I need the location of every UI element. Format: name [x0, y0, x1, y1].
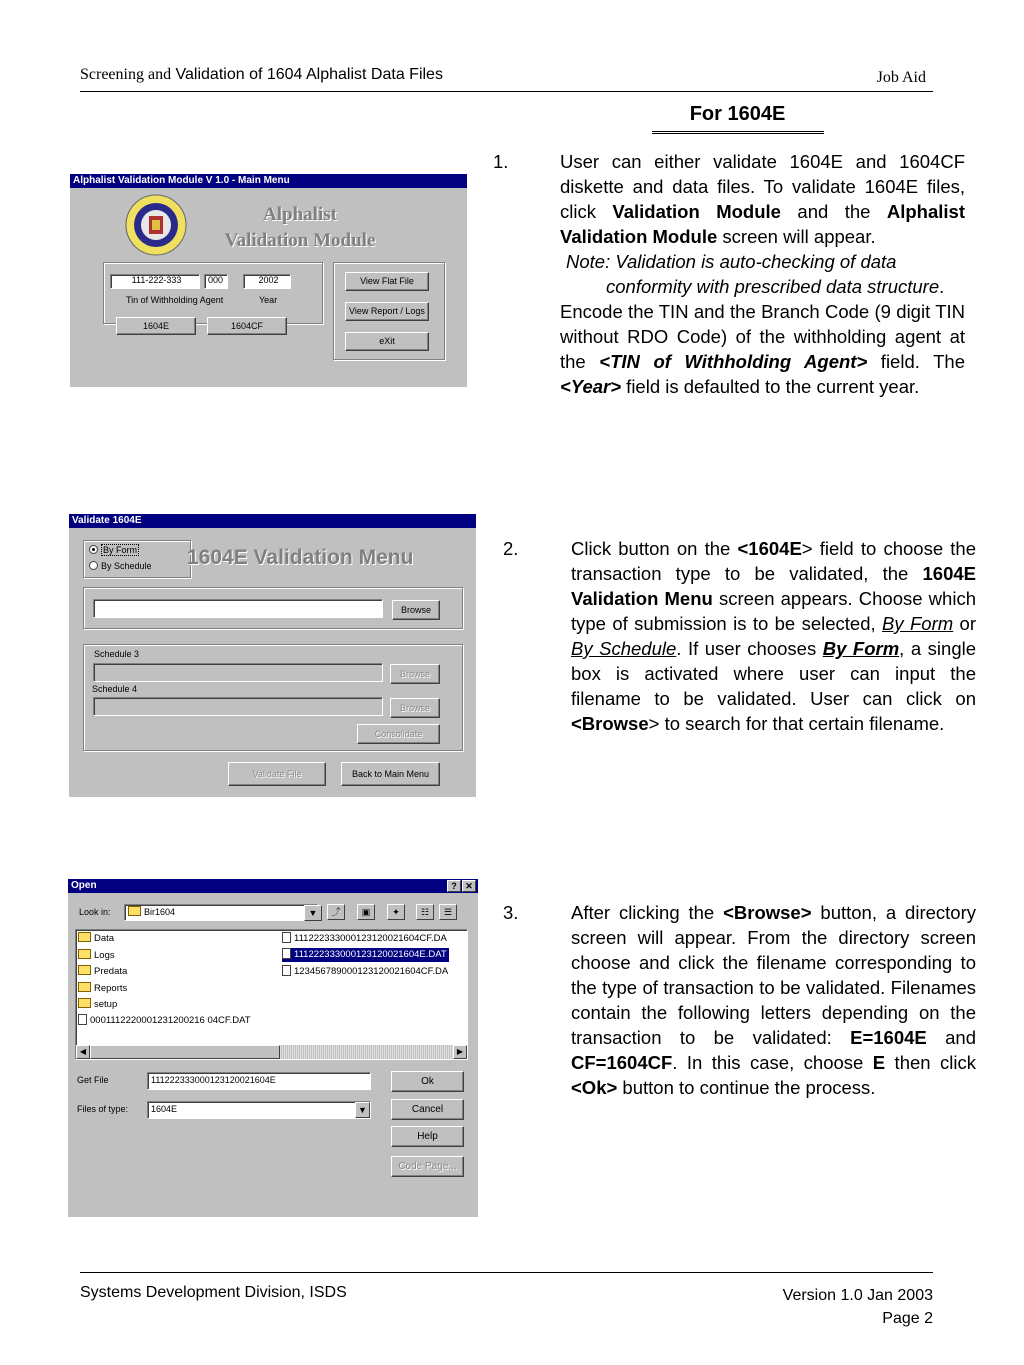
help-button[interactable]: Help — [391, 1126, 464, 1147]
header-title — [80, 66, 443, 84]
scroll-left-icon[interactable]: ◀ — [76, 1045, 90, 1059]
validate-titlebar — [69, 514, 476, 528]
footer-division: Systems Development Division, ISDS — [80, 1284, 347, 1301]
1604e-button[interactable]: 1604E — [116, 317, 196, 335]
step-1 — [493, 149, 965, 399]
scroll-thumb[interactable] — [90, 1045, 280, 1059]
1604cf-button[interactable]: 1604CF — [207, 317, 287, 335]
validate-file-button[interactable]: Validate File — [228, 762, 326, 786]
step-2 — [503, 536, 976, 736]
folder-icon — [78, 965, 91, 975]
bir-seal-icon — [125, 194, 187, 256]
folder-icon — [128, 906, 141, 916]
cancel-button[interactable]: Cancel — [391, 1099, 464, 1120]
dropdown-arrow-icon[interactable]: ▼ — [304, 905, 322, 921]
schedule-3-field[interactable] — [93, 663, 383, 682]
open-titlebar — [68, 879, 478, 893]
schedule-4-browse-button[interactable]: Browse — [390, 698, 440, 718]
step-2-number: 2. — [503, 538, 519, 559]
validation-menu-heading: 1604E Validation Menu — [187, 546, 414, 569]
tin-field[interactable]: 111-222-333 — [110, 274, 200, 289]
file-icon — [282, 965, 291, 976]
tin-label: Tin of Withholding Agent — [126, 295, 224, 305]
section-title-underline — [652, 131, 824, 134]
new-folder-icon[interactable]: ✦ — [387, 904, 405, 920]
folder-icon — [78, 998, 91, 1008]
schedule-4-field[interactable] — [93, 697, 383, 716]
get-file-label: Get File — [77, 1075, 109, 1085]
exit-button[interactable]: eXit — [345, 332, 429, 351]
branch-field[interactable]: 000 — [204, 274, 228, 289]
help-question-icon[interactable]: ? — [447, 880, 461, 892]
step-1-para-1: User can either validate 1604E and 1604CF diskette and data files. To validate 1604E files, click Validation Module and the Alphalist Validation Module screen will appear. — [560, 151, 965, 247]
look-in-label: Look in: — [79, 907, 111, 917]
file-icon — [78, 1014, 87, 1025]
schedule-3-browse-button[interactable]: Browse — [390, 664, 440, 684]
year-label: Year — [259, 295, 278, 305]
main-menu-heading-line2: Validation Module — [224, 230, 376, 251]
open-dialog-window — [68, 879, 478, 1217]
step-1-para-2: Encode the TIN and the Branch Code (9 digit TIN without RDO Code) of the withholding agent at the <TIN of Withholding Agent> field. The <Year> field is defaulted to the current year. — [560, 301, 965, 397]
folder-icon — [78, 949, 91, 959]
step-1-note: Note: Validation is auto-checking of data conformity with prescribed data structure. — [566, 251, 945, 297]
list-item-folder[interactable]: Data — [78, 932, 114, 946]
header-title-sans: Validation of 1604 Alphalist Data Files — [175, 66, 443, 83]
consolidate-button[interactable]: Consolidate — [357, 724, 440, 744]
tin-group — [103, 262, 323, 324]
footer-page-number: Page 2 — [882, 1310, 933, 1327]
files-of-type-label: Files of type: — [77, 1104, 129, 1114]
radio-by-schedule[interactable]: By Schedule — [89, 561, 152, 571]
main-menu-heading-line1: Alphalist — [263, 204, 337, 225]
footer-version-block — [783, 1284, 933, 1330]
main-menu-title: Alphalist Validation Module V 1.0 - Main Menu — [73, 175, 290, 186]
view-flat-file-button[interactable]: View Flat File — [345, 272, 429, 291]
step-3 — [503, 900, 976, 1100]
step-3-body: After clicking the <Browse> button, a directory screen will appear. From the directory screen choose and click the filename corresponding to the type of transaction to be validated. Filenames contain the following letters depending on the transaction to be validated: E=1604E and CF=1604CF. In this case, choose E then click <Ok> button to continue the process. — [571, 902, 976, 1098]
validate-1604e-window — [69, 514, 476, 797]
main-menu-window — [70, 174, 467, 387]
list-item-file[interactable]: 111222333000123120021604CF.DA — [282, 932, 447, 946]
chevron-down-icon[interactable]: ▼ — [355, 1102, 370, 1118]
list-item-folder[interactable]: Logs — [78, 949, 115, 963]
desktop-icon[interactable]: ▣ — [357, 904, 375, 920]
footer-rule — [80, 1272, 933, 1273]
open-title: Open — [71, 880, 97, 891]
details-view-icon[interactable]: ☰ — [439, 904, 457, 920]
filename-field[interactable] — [93, 599, 383, 618]
get-file-input[interactable]: 111222333000123120021604E — [147, 1072, 371, 1090]
list-item-folder[interactable]: Predata — [78, 965, 127, 979]
step-3-number: 3. — [503, 902, 519, 923]
header-job-aid: Job Aid — [876, 69, 926, 86]
year-field[interactable]: 2002 — [243, 274, 291, 289]
list-item-file[interactable]: 123456789000123120021604CF.DA — [282, 965, 448, 979]
scroll-right-icon[interactable]: ▶ — [453, 1045, 467, 1059]
schedule-3-label: Schedule 3 — [94, 649, 140, 659]
ok-button[interactable]: Ok — [391, 1071, 464, 1092]
close-icon[interactable]: ✕ — [462, 880, 476, 892]
files-of-type-select[interactable]: 1604E — [147, 1101, 371, 1119]
step-1-number: 1. — [493, 151, 509, 172]
horizontal-scrollbar[interactable] — [76, 1045, 467, 1059]
file-icon — [282, 932, 291, 943]
list-view-icon[interactable]: ☷ — [416, 904, 434, 920]
list-item-folder[interactable]: Reports — [78, 982, 127, 996]
radio-by-form[interactable]: By Form — [89, 545, 139, 555]
view-report-logs-button[interactable]: View Report / Logs — [345, 302, 429, 321]
list-item-folder[interactable]: setup — [78, 998, 117, 1012]
header-rule — [80, 91, 933, 92]
folder-icon — [78, 932, 91, 942]
code-page-button[interactable]: Code Page... — [391, 1156, 464, 1177]
main-menu-titlebar — [70, 174, 467, 188]
radio-on-icon — [89, 545, 98, 554]
browse-button[interactable]: Browse — [392, 600, 440, 620]
step-2-body: Click button on the <1604E> field to choose the transaction type to be validated, the 1604E Validation Menu screen appears. Choose which type of submission is to be selected, By Form or By Schedule. If user chooses By Form, a single box is activated where user can input the filename to be validated. User can click on <Browse> to search for that certain filename. — [571, 538, 977, 734]
up-folder-icon[interactable]: ⤴ — [327, 904, 345, 920]
list-item-file[interactable]: 0001112220001231200216 04CF.DAT — [78, 1014, 251, 1028]
schedule-4-label: Schedule 4 — [92, 684, 138, 694]
section-title: For 1604E — [689, 103, 786, 125]
validate-title: Validate 1604E — [72, 515, 142, 526]
header-title-serif: Screening and — [80, 66, 172, 83]
back-to-main-menu-button[interactable]: Back to Main Menu — [341, 762, 440, 786]
list-item-file-selected[interactable]: 111222333000123120021604E.DAT — [282, 948, 449, 962]
file-icon — [282, 948, 291, 959]
footer-version: Version 1.0 Jan 2003 — [782, 1287, 933, 1304]
main-menu-heading — [210, 202, 390, 254]
folder-icon — [78, 982, 91, 992]
look-in-select[interactable]: Bir1604 — [124, 904, 318, 921]
radio-off-icon — [89, 561, 98, 570]
